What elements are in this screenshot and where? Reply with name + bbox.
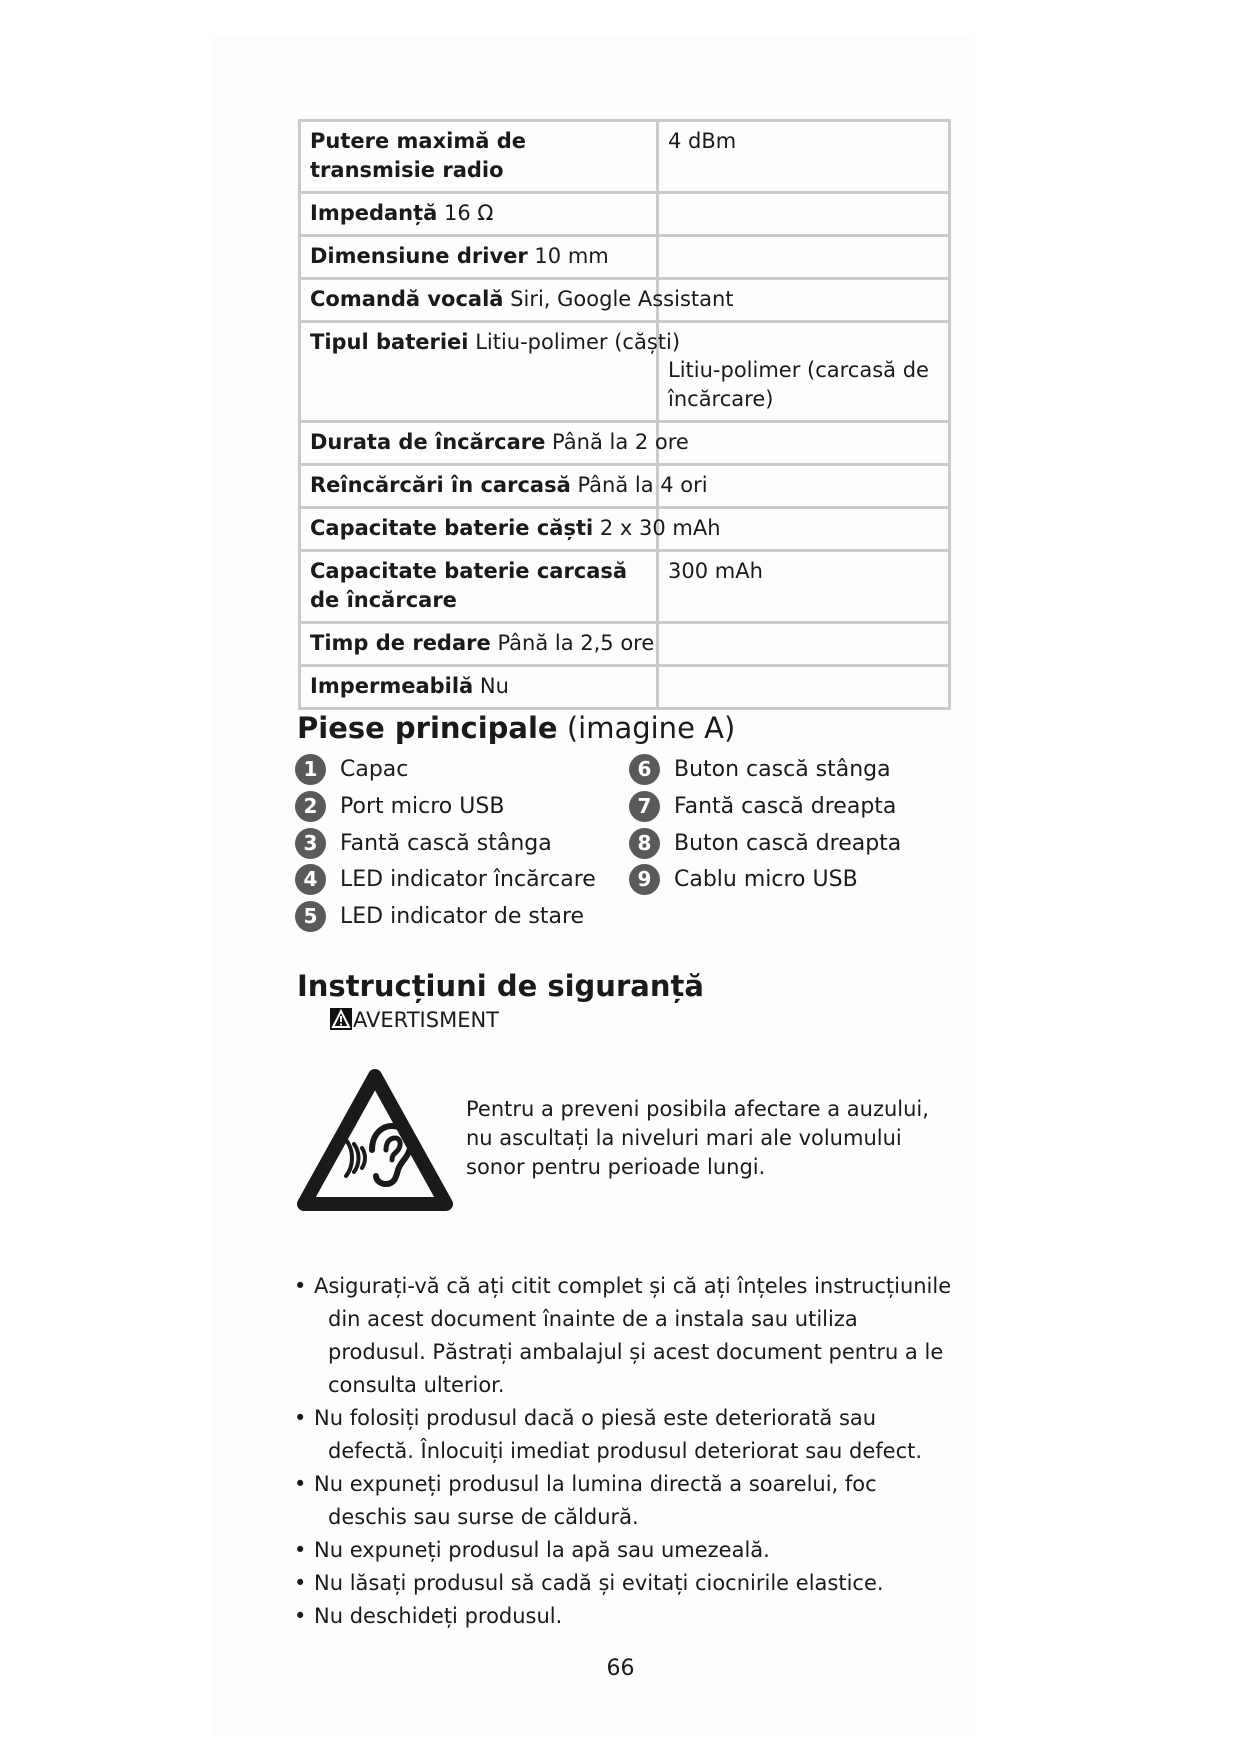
part-number-badge: 5 <box>295 901 326 932</box>
bullet-text-continued: din acest document înainte de a instala sau utiliza produsul. Păstrați ambalajul și acest document pentru a le consulta ulterior. <box>328 1307 944 1397</box>
list-item <box>629 863 858 895</box>
part-number-badge: 4 <box>295 864 326 895</box>
spec-value: Siri, Google Assistant <box>510 287 734 311</box>
part-label: Fantă cască stânga <box>340 830 552 856</box>
list-item <box>295 863 596 895</box>
spec-value: 4 dBm <box>658 121 950 193</box>
part-number-badge: 7 <box>629 791 660 822</box>
spec-value: 300 mAh <box>658 551 950 623</box>
list-item <box>294 1534 954 1567</box>
warning-text: Pentru a preveni posibila afectare a auzului, nu ascultați la niveluri mari ale volumului sonor pentru perioade lungi. <box>466 1097 929 1179</box>
spec-label: Durata de încărcare <box>310 430 546 454</box>
bullet-text: Nu expuneți produsul la lumina directă a soarelui, foc <box>314 1472 877 1496</box>
bullet-glyph: • <box>294 1604 307 1628</box>
table-row <box>300 193 950 236</box>
bullet-text: Asigurați-vă că ați citit complet și că ați înțeles instrucțiunile <box>314 1274 952 1298</box>
table-row <box>300 508 950 551</box>
part-number-badge: 9 <box>629 864 660 895</box>
spec-label: Capacitate baterie carcasă de încărcare <box>310 559 628 612</box>
bullet-glyph: • <box>294 1406 307 1430</box>
bullet-glyph: • <box>294 1472 307 1496</box>
part-number-badge: 1 <box>295 754 326 785</box>
warning-triangle-icon <box>330 1008 352 1030</box>
list-item <box>294 1402 954 1468</box>
part-label: Buton cască dreapta <box>674 830 902 856</box>
specifications-table <box>298 119 951 710</box>
spec-value: Nu <box>479 674 509 698</box>
list-item <box>294 1468 954 1534</box>
list-item <box>294 1567 954 1600</box>
bullet-text-continued: defectă. Înlocuiți imediat produsul deteriorat sau defect. <box>328 1439 923 1463</box>
list-item <box>295 753 408 785</box>
spec-label: Dimensiune driver <box>310 244 528 268</box>
table-row <box>300 279 950 322</box>
spec-value: Până la 2,5 ore <box>497 631 655 655</box>
safety-heading-title: Instrucțiuni de siguranță <box>297 969 704 1003</box>
spec-label: Putere maximă de transmisie radio <box>310 129 526 182</box>
hearing-damage-warning-icon <box>294 1066 456 1214</box>
bullet-text: Nu deschideți produsul. <box>314 1604 563 1628</box>
part-label: Buton cască stânga <box>674 756 891 782</box>
spec-value: Litiu-polimer (căști) <box>475 330 681 354</box>
table-row <box>300 623 950 666</box>
spec-value: 10 mm <box>534 244 609 268</box>
part-label: Port micro USB <box>340 793 505 819</box>
table-row <box>300 121 950 193</box>
bullet-glyph: • <box>294 1538 307 1562</box>
part-label: LED indicator încărcare <box>340 866 596 892</box>
list-item <box>295 790 504 822</box>
warning-label-text: AVERTISMENT <box>353 1008 499 1032</box>
part-label: Capac <box>340 756 409 782</box>
part-number-badge: 8 <box>629 828 660 859</box>
part-number-badge: 2 <box>295 791 326 822</box>
spec-label: Impermeabilă <box>310 674 474 698</box>
bullet-text: Nu expuneți produsul la apă sau umezeală. <box>314 1538 770 1562</box>
list-item <box>629 827 901 859</box>
parts-heading-title: Piese principale <box>297 711 558 745</box>
safety-instructions-list <box>294 1270 954 1633</box>
safety-heading <box>297 968 704 1004</box>
spec-value: Litiu-polimer (carcasă de încărcare) <box>658 322 950 422</box>
table-row <box>300 236 950 279</box>
spec-label: Comandă vocală <box>310 287 504 311</box>
table-row <box>300 322 950 422</box>
part-label: Cablu micro USB <box>674 866 858 892</box>
table-row <box>300 666 950 709</box>
part-label: LED indicator de stare <box>340 903 585 929</box>
list-item <box>295 827 552 859</box>
table-row <box>300 422 950 465</box>
bullet-glyph: • <box>294 1274 307 1298</box>
spec-label: Tipul bateriei <box>310 330 469 354</box>
part-label: Fantă cască dreapta <box>674 793 897 819</box>
list-item <box>295 900 584 932</box>
parts-heading <box>297 710 735 746</box>
list-item <box>294 1600 954 1633</box>
part-number-badge: 6 <box>629 754 660 785</box>
bullet-text: Nu lăsați produsul să cadă și evitați ciocnirile elastice. <box>314 1571 884 1595</box>
bullet-text: Nu folosiți produsul dacă o piesă este deteriorată sau <box>314 1406 877 1430</box>
spec-label: Capacitate baterie căști <box>310 516 594 540</box>
spec-value: 16 Ω <box>444 201 494 225</box>
list-item <box>629 753 891 785</box>
page-number: 66 <box>606 1656 635 1681</box>
list-item <box>294 1270 954 1402</box>
spec-label: Impedanță <box>310 201 438 225</box>
table-row <box>300 551 950 623</box>
spec-label: Reîncărcări în carcasă <box>310 473 571 497</box>
spec-value: Până la 4 ori <box>577 473 708 497</box>
warning-label <box>330 1007 499 1033</box>
spec-value: Până la 2 ore <box>552 430 689 454</box>
list-item <box>629 790 896 822</box>
spec-label: Timp de redare <box>310 631 491 655</box>
bullet-glyph: • <box>294 1571 307 1595</box>
table-row <box>300 465 950 508</box>
bullet-text-continued: deschis sau surse de căldură. <box>328 1505 639 1529</box>
parts-list <box>295 753 955 943</box>
spec-value: 2 x 30 mAh <box>599 516 721 540</box>
parts-heading-subtitle: (imagine A) <box>566 711 736 745</box>
part-number-badge: 3 <box>295 828 326 859</box>
